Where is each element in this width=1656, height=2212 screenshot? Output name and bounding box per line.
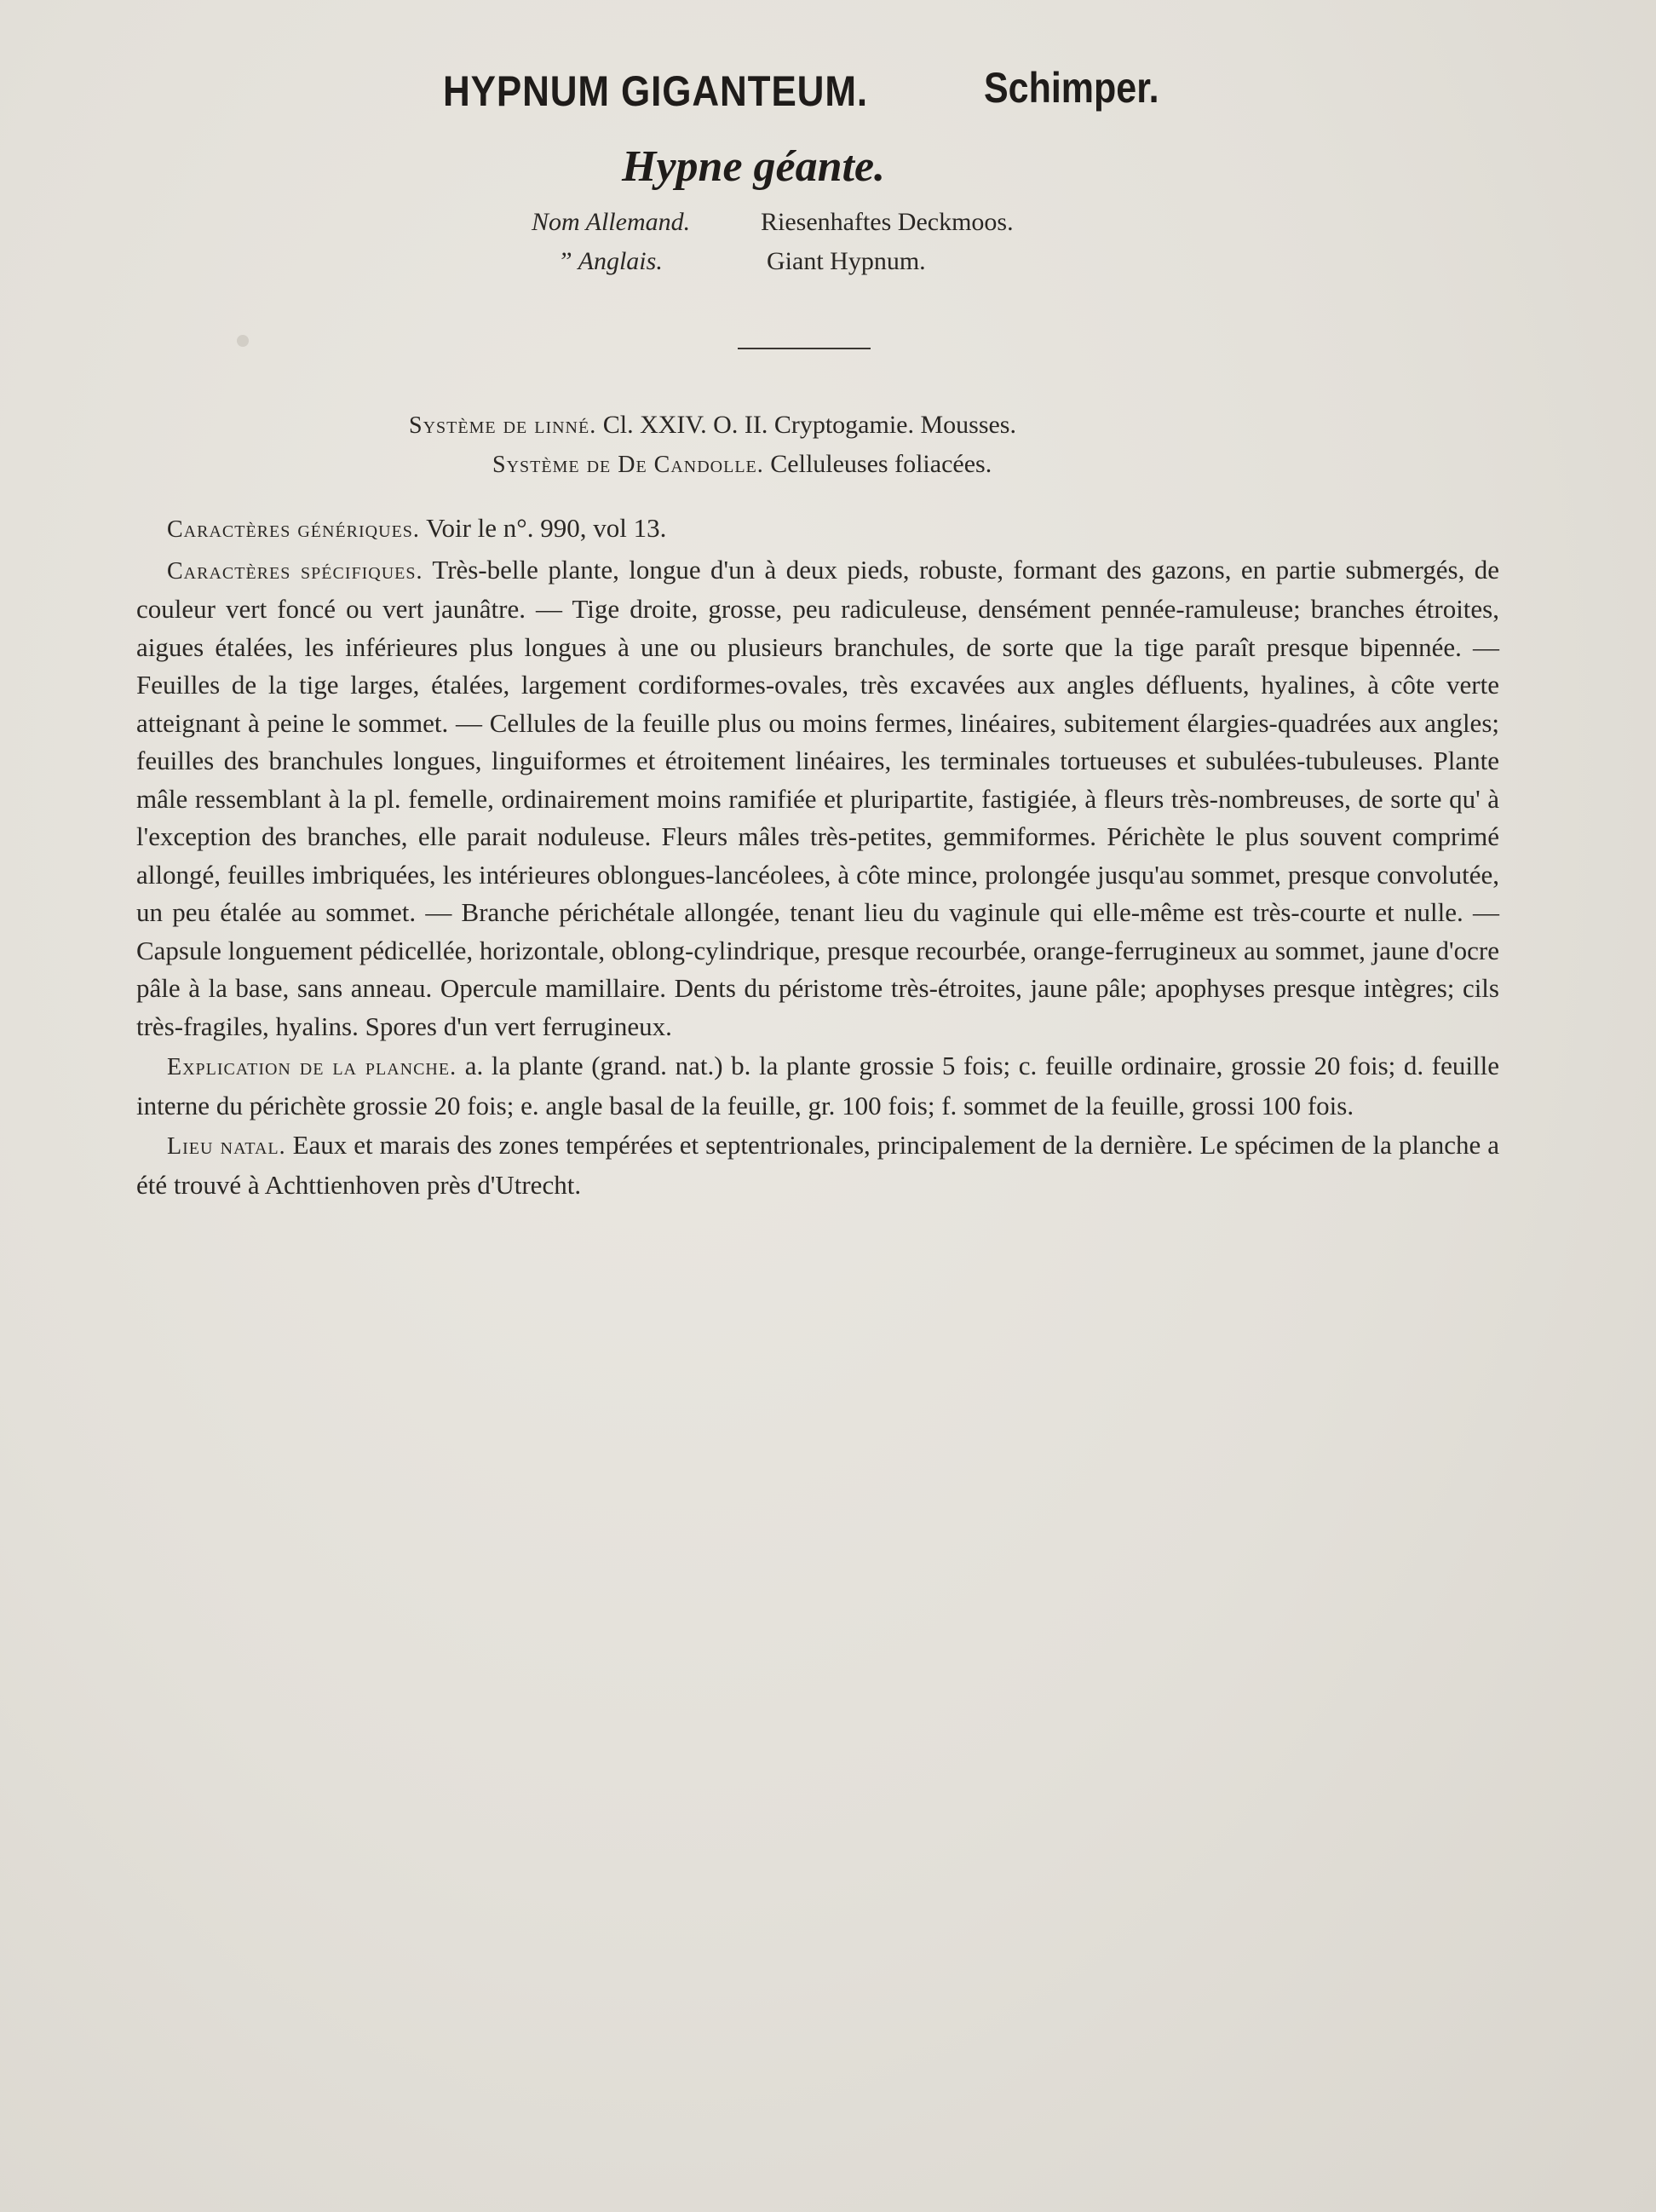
paper-spot <box>237 335 249 347</box>
german-name-value: Riesenhaftes Deckmoos. <box>761 208 1014 236</box>
linne-label: Système de linné. <box>409 412 597 439</box>
specific-characters-label: Caractères spécifiques. <box>167 557 423 585</box>
specific-characters-paragraph <box>136 551 1499 1046</box>
specific-characters-text: Très-belle plante, longue d'un à deux pieds, robuste, formant des gazons, en partie submergés, de couleur vert foncé ou vert jaunâtre. — Tige droite, grosse, peu radiculeuse, densément pennée-ramuleuse; branches étroites, aigues étalées, les inférieures plus longues à une ou plusieurs branchules, de sorte que la tige paraît presque bipennée. — Feuilles de la tige larges, étalées, largement cordiformes-ovales, très excavées aux angles défluents, hyalines, à côte verte atteignant à peine le sommet. — Cellules de la feuille plus ou moins fermes, linéaires, subitement élargies-quadrées aux angles; feuilles des branchules longues, linguiformes et étroitement linéaires, les terminales tortueuses et subulées-tubuleuses. Plante mâle ressemblant à la pl. femelle, ordinairement moins ramifiée et pluripartite, fastigiée, à fleurs très-nombreuses, de sorte qu' à l'exception des branches, elle parait noduleuse. Fleurs mâles très-petites, gemmiformes. Périchète le plus souvent comprimé allongé, feuilles imbriquées, les intérieures oblongues-lancéolees, à côte mince, prolongée jusqu'au sommet, presque convolutée, un peu étalée au sommet. — Branche périchétale allongée, tenant lieu du vaginule qui elle-même est très-courte et nulle. — Capsule longuement pédicellée, horizontale, oblong-cylindrique, presque recourbée, orange-ferrugineux au sommet, jaune d'ocre pâle à la base, sans anneau. Opercule mamillaire. Dents du péristome très-étroites, jaune pâle; apophyses presque intègres; cils très-fragiles, hyalins. Spores d'un vert ferrugineux. <box>136 554 1499 1041</box>
page-title: HYPNUM GIGANTEUM. <box>443 67 868 115</box>
generic-characters-label: Caractères génériques. <box>167 516 420 543</box>
author-name: Schimper. <box>984 64 1159 112</box>
linne-value: Cl. XXIV. O. II. Cryptogamie. Mousses. <box>602 411 1016 439</box>
english-name-key: ” Anglais. <box>558 247 663 275</box>
linne-system-line <box>409 411 1016 440</box>
separator-rule <box>738 348 871 349</box>
candolle-label: Système de De Candolle. <box>492 452 764 478</box>
plate-explanation-label: Explication de la planche. <box>167 1054 457 1080</box>
description-body <box>136 510 1499 1206</box>
french-name: Hypne géante. <box>622 142 886 191</box>
native-place-label: Lieu natal. <box>167 1133 286 1160</box>
candolle-system-line <box>492 450 992 479</box>
plate-explanation-paragraph <box>136 1047 1499 1125</box>
candolle-value: Celluleuses foliacées. <box>770 450 992 478</box>
german-name-key: Nom Allemand. <box>532 208 691 236</box>
generic-characters-text: Voir le n°. 990, vol 13. <box>426 513 667 543</box>
native-place-text: Eaux et marais des zones tempérées et septentrionales, principalement de la dernière. Le spécimen de la planche a été trouvé à Achttienhoven près d'Utrecht. <box>136 1130 1500 1200</box>
plate-explanation-text: a. la plante (grand. nat.) b. la plante grossie 5 fois; c. feuille ordinaire, grossie 20 fois; d. feuille interne du périchète grossie 20 fois; e. angle basal de la feuille, gr. 100 fois; f. sommet de la feuille, grossi 100 fois. <box>136 1051 1499 1120</box>
generic-characters-paragraph <box>136 510 1499 550</box>
native-place-paragraph <box>136 1126 1499 1204</box>
english-name-value: Giant Hypnum. <box>767 247 926 275</box>
